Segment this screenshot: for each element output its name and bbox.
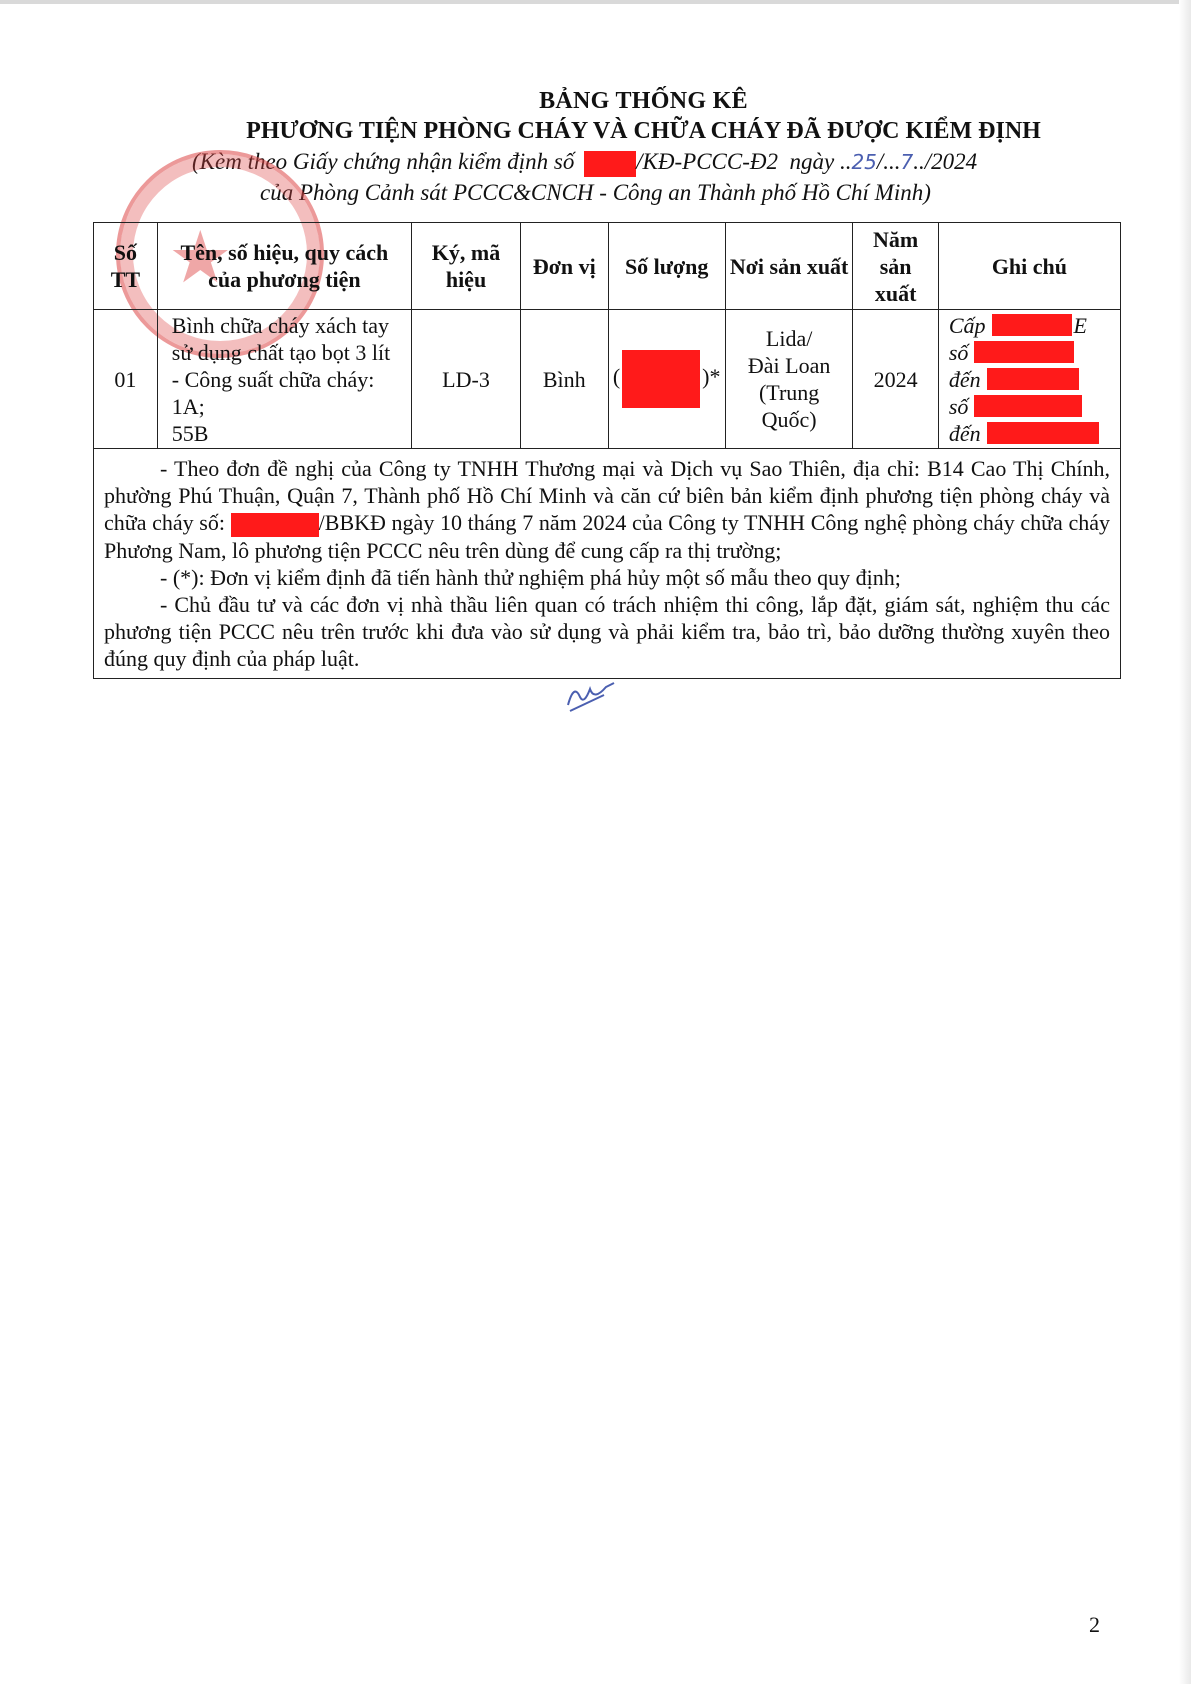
redaction-notes-3 <box>987 368 1079 390</box>
cell-model: LD-3 <box>411 310 520 449</box>
notes-line-5 <box>949 420 1116 447</box>
issuing-authority-line: của Phòng Cảnh sát PCCC&CNCH - Công an Thành phố Hồ Chí Minh) <box>260 180 931 205</box>
notes-content <box>943 312 1116 447</box>
name-line-3: - Công suất chữa cháy: 1A; <box>171 366 375 419</box>
cell-stt: 01 <box>94 310 158 449</box>
redaction-certificate-number <box>584 151 636 177</box>
table-row <box>94 310 1121 449</box>
date-year: ../2024 <box>913 149 978 174</box>
page-number: 2 <box>1089 1612 1100 1637</box>
cell-origin <box>725 310 853 449</box>
cell-year: 2024 <box>853 310 938 449</box>
header-origin: Nơi sản xuất <box>725 223 853 310</box>
certificate-reference-line <box>192 149 977 177</box>
origin-line-1: Lida/ <box>765 326 813 351</box>
notes-den-1: đến <box>948 366 981 392</box>
date-label: ngày .. <box>789 149 852 174</box>
certificate-prefix: (Kèm theo Giấy chứng nhận kiểm định số <box>192 149 575 174</box>
quantity-open-paren: ( <box>612 364 621 390</box>
scan-edge-right <box>1179 0 1191 1684</box>
initials-signature <box>560 675 620 715</box>
footnote-basis <box>104 455 1110 564</box>
redaction-report-number <box>231 513 319 537</box>
notes-row <box>94 449 1121 679</box>
name-line-2: sử dụng chất tạo bọt 3 lít <box>171 339 391 365</box>
header-name: Tên, số hiệu, quy cách của phương tiện <box>157 223 411 310</box>
footnote-basis-part1: - Theo đơn đề nghị của Công ty TNHH Thương mại và Dịch vụ Sao Thiên, địa chỉ: B14 Cao Thị Chính, phường Phú Thuận, Quận 7, Thành phố Hồ Chí Minh và căn cứ biên bản kiểm định phương tiện phòng cháy và chữa cháy số: <box>104 456 1110 535</box>
cell-notes <box>938 310 1120 449</box>
quantity-value <box>613 350 721 408</box>
table-header-row <box>94 223 1121 310</box>
redaction-notes-1 <box>992 314 1072 336</box>
origin-line-2: Đài Loan <box>747 353 831 378</box>
inspection-table <box>93 222 1121 679</box>
notes-so-1: số <box>948 339 969 365</box>
origin-line-3: (Trung <box>758 380 820 405</box>
certificate-code: /KĐ-PCCC-Đ2 <box>636 149 778 174</box>
notes-line-1 <box>949 312 1116 339</box>
date-separator: /... <box>876 149 901 174</box>
handwritten-month: 7 <box>900 150 914 174</box>
footnotes-cell <box>94 449 1121 679</box>
notes-line-2 <box>949 339 1116 366</box>
cell-unit: Bình <box>521 310 608 449</box>
redaction-notes-5 <box>987 422 1099 444</box>
name-line-4: 55B <box>171 420 209 446</box>
cell-name <box>157 310 411 449</box>
header-quantity: Số lượng <box>608 223 725 310</box>
header-year: Năm sản xuất <box>853 223 938 310</box>
redaction-quantity <box>622 350 700 408</box>
header-stt: Số TT <box>94 223 158 310</box>
header-unit: Đơn vị <box>521 223 608 310</box>
origin-line-4: Quốc) <box>761 407 817 432</box>
footnote-destructive-test: - (*): Đơn vị kiểm định đã tiến hành thử nghiệm phá hủy một số mẫu theo quy định; <box>160 564 901 590</box>
seal-star-icon: ★ <box>168 215 233 299</box>
header-notes: Ghi chú <box>938 223 1120 310</box>
footnote-basis-part2: /BBKĐ ngày 10 tháng 7 năm 2024 của Công ty TNHH Công nghệ phòng cháy chữa cháy Phương Nam, lô phương tiện PCCC nêu trên dùng để cung cấp ra thị trường; <box>104 510 1110 563</box>
notes-den-2: đến <box>948 420 981 446</box>
document-subtitle: PHƯƠNG TIỆN PHÒNG CHÁY VÀ CHỮA CHÁY ĐÃ ĐƯỢC KIỂM ĐỊNH <box>246 118 1041 144</box>
notes-cap: Cấp <box>948 312 986 338</box>
name-line-1: Bình chữa cháy xách tay <box>171 312 389 338</box>
header-model: Ký, mã hiệu <box>411 223 520 310</box>
notes-line-4 <box>949 393 1116 420</box>
notes-serial-suffix: E <box>1073 312 1087 338</box>
notes-line-3 <box>949 366 1116 393</box>
document-title: BẢNG THỐNG KÊ <box>539 88 748 114</box>
cell-quantity <box>608 310 725 449</box>
handwritten-day: 25 <box>851 150 877 174</box>
scan-edge-top <box>0 0 1191 4</box>
notes-so-2: số <box>948 393 969 419</box>
redaction-notes-2 <box>974 341 1074 363</box>
quantity-close-paren: )* <box>702 364 721 390</box>
redaction-notes-4 <box>974 395 1082 417</box>
footnote-responsibility: - Chủ đầu tư và các đơn vị nhà thầu liên quan có trách nhiệm thi công, lắp đặt, giám sát, nghiệm thu các phương tiện PCCC nêu trên trước khi đưa vào sử dụng và phải kiểm tra, bảo trì, bảo dưỡng thường xuyên theo đúng quy định của pháp luật. <box>104 591 1110 671</box>
